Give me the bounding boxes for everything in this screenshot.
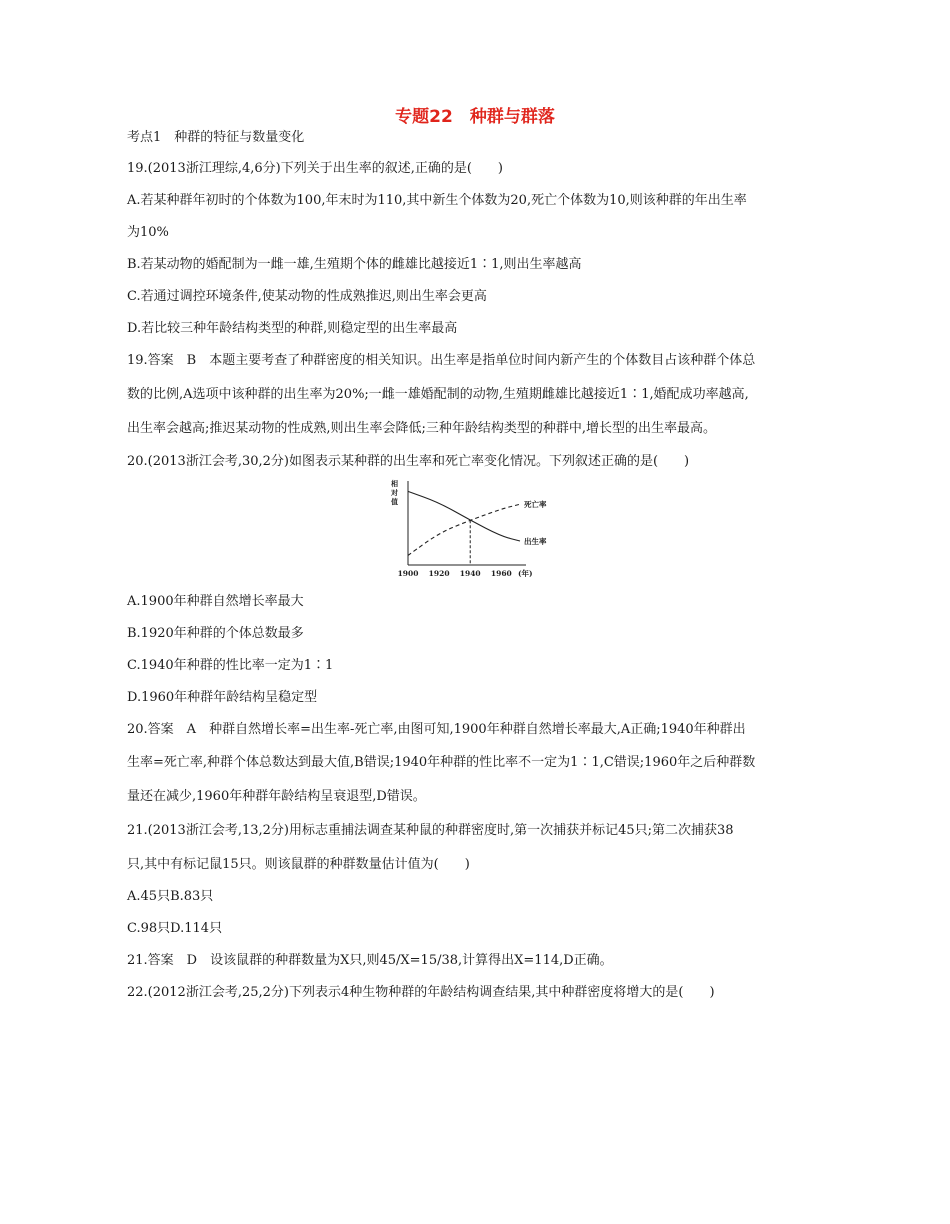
option-20a: A.1900年种群自然增长率最大 bbox=[127, 594, 304, 609]
answer-19-cont1: 数的比例,A选项中该种群的出生率为20%;一雌一雄婚配制的动物,生殖期雌雄比越接近1∶1,婚配成功率越高, bbox=[127, 387, 749, 402]
x-tick-label: 1960 bbox=[490, 569, 512, 578]
x-tick-label: 1940 bbox=[459, 569, 481, 578]
answer-20: 20.答案 A 种群自然增长率=出生率-死亡率,由图可知,1900年种群自然增长率最大,A正确;1940年种群出 bbox=[127, 722, 746, 737]
option-21ab: A.45只B.83只 bbox=[127, 889, 214, 904]
option-19d: D.若比较三种年龄结构类型的种群,则稳定型的出生率最高 bbox=[127, 321, 458, 336]
question-22: 22.(2012浙江会考,25,2分)下列表示4种生物种群的年龄结构调查结果,其中种群密度将增大的是( ) bbox=[127, 985, 715, 1000]
birth-rate-label: 出生率 bbox=[524, 537, 547, 546]
answer-20-cont1: 生率=死亡率,种群个体总数达到最大值,B错误;1940年种群的性比率不一定为1∶1,C错误;1960年之后种群数 bbox=[127, 755, 756, 770]
option-20b: B.1920年种群的个体总数最多 bbox=[127, 626, 304, 641]
question-21: 21.(2013浙江会考,13,2分)用标志重捕法调查某种鼠的种群密度时,第一次捕获并标记45只;第二次捕获38 bbox=[127, 823, 734, 838]
answer-20-cont2: 量还在减少,1960年种群年龄结构呈衰退型,D错误。 bbox=[127, 789, 426, 804]
option-19a: A.若某种群年初时的个体数为100,年末时为110,其中新生个体数为20,死亡个体数为10,则该种群的年出生率 bbox=[127, 193, 747, 208]
option-19a-cont: 为10% bbox=[127, 225, 169, 240]
option-20d: D.1960年种群年龄结构呈稳定型 bbox=[127, 690, 318, 705]
population-rate-chart bbox=[388, 477, 568, 582]
question-19: 19.(2013浙江理综,4,6分)下列关于出生率的叙述,正确的是( ) bbox=[127, 161, 503, 176]
option-19c: C.若通过调控环境条件,使某动物的性成熟推迟,则出生率会更高 bbox=[127, 289, 487, 304]
x-tick-label: 1900 bbox=[397, 569, 419, 578]
y-axis-label: 相对值 bbox=[391, 479, 398, 506]
section-heading: 考点1 种群的特征与数量变化 bbox=[127, 130, 305, 145]
answer-19-cont2: 出生率会越高;推迟某动物的性成熟,则出生率会降低;三种年龄结构类型的种群中,增长型的出生率最高。 bbox=[127, 421, 717, 436]
option-20c: C.1940年种群的性比率一定为1∶1 bbox=[127, 658, 334, 673]
answer-21: 21.答案 D 设该鼠群的种群数量为X只,则45/X=15/38,计算得出X=114,D正确。 bbox=[127, 953, 613, 968]
option-21cd: C.98只D.114只 bbox=[127, 921, 223, 936]
option-19b: B.若某动物的婚配制为一雌一雄,生殖期个体的雌雄比越接近1∶1,则出生率越高 bbox=[127, 257, 582, 272]
answer-19: 19.答案 B 本题主要考查了种群密度的相关知识。出生率是指单位时间内新产生的个体数目占该种群个体总 bbox=[127, 353, 756, 368]
birth-rate-line bbox=[408, 491, 520, 541]
question-21-cont: 只,其中有标记鼠15只。则该鼠群的种群数量估计值为( ) bbox=[127, 857, 470, 872]
death-rate-label: 死亡率 bbox=[524, 500, 547, 510]
death-rate-line bbox=[408, 504, 520, 555]
page-title: 专题22 种群与群落 bbox=[395, 107, 555, 127]
x-tick-label: 1920 bbox=[428, 569, 450, 578]
x-unit-label: (年) bbox=[518, 569, 533, 578]
question-20: 20.(2013浙江会考,30,2分)如图表示某种群的出生率和死亡率变化情况。下列叙述正确的是( ) bbox=[127, 454, 690, 469]
